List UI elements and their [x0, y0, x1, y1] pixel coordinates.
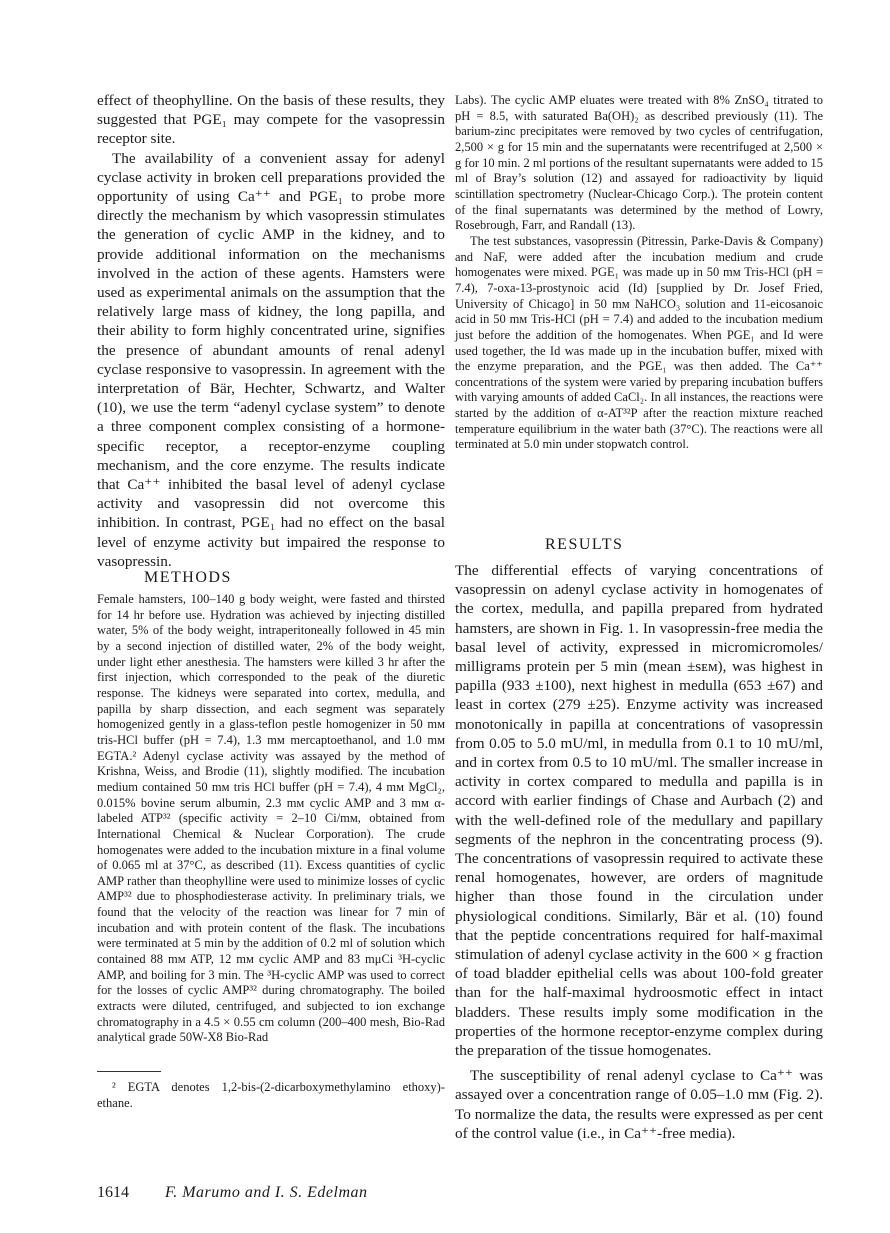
methods-continued	[455, 93, 823, 453]
footnote-divider	[97, 1071, 161, 1072]
paragraph: The susceptibility of renal adenyl cyclase to Ca⁺⁺ was assayed over a concentration range of 0.05–1.0 mᴍ (Fig. 2). To normalize the data, the results were expressed as per cent of the control value (i.e., in Ca⁺⁺-free media).	[455, 1067, 823, 1142]
footnote: ² EGTA denotes 1,2-bis-(2-dicarboxymethylamino ethoxy)-ethane.	[97, 1080, 445, 1110]
page-number: 1614	[97, 1184, 129, 1201]
results-section	[455, 561, 823, 1143]
running-authors: F. Marumo and I. S. Edelman	[165, 1184, 368, 1201]
paragraph: Female hamsters, 100–140 g body weight, were fasted and thirsted for 14 hr before use. Hydration was achieved by injecting distilled water, 5% of the body weight, intraperitoneally followed in 45 min by a second injection of distilled water, 2% of the body weight, under light ether anesthesia. The hamsters were killed 3 hr after the first injection, which corresponded to the peak of the diuretic response. The kidneys were separated into cortex, medulla, and papilla by sharp dissection, and each segment was separately homogenized gently in a glass-teflon pestle homogenizer in 50 mᴍ tris-HCl buffer (pH = 7.4), 1.3 mᴍ mercaptoethanol, and 1.0 mᴍ EGTA.² Adenyl cyclase activity was assayed by the method of Krishna, Weiss, and Brodie (11), slightly modified. The incubation medium contained 50 mᴍ tris HCl buffer (pH = 7.4), 4 mᴍ MgCl₂, 0.015% bovine serum albumin, 2.3 mᴍ cyclic AMP and 3 mᴍ α-labeled ATP³² (specific activity = 2–10 Ci/mᴍ, obtained from International Chemical & Nuclear Corporation). The crude homogenates were added to the incubation mixture in a final volume of 0.065 ml at 37°C, as described (11). Excess quantities of cyclic AMP rather than theophylline were used to minimize losses of cyclic AMP³² due to phosphodiesterase activity. In preliminary trials, we found that the velocity of the reaction was linear for 7 min of incubation and with protein content of the flask. The incubations were terminated at 5 min by the addition of 0.2 ml of solution which contained 88 mᴍ ATP, 12 mᴍ cyclic AMP and 83 mμCi ³H-cyclic AMP, and boiling for 3 min. The ³H-cyclic AMP was used to correct for the losses of cyclic AMP³² during chromatography. The boiled extracts were diluted, centrifuged, and subjected to ion exchange chromatography in a 4.5 × 0.55 cm column (200–400 mesh, Bio-Rad analytical grade 50W-X8 Bio-Rad	[97, 592, 445, 1045]
paragraph: Labs). The cyclic AMP eluates were treated with 8% ZnSO₄ titrated to pH = 8.5, with saturated Ba(OH)₂ as described previously (11). The barium-zinc precipitates were removed by two cycles of centrifugation, 2,500 × g for 15 min and the supernatants were recentrifuged at 2,500 × g for 10 min. 2 ml portions of the resultant supernatants were added to 15 ml of Bray’s solution (12) and assayed for radioactivity by liquid scintillation spectrometry (Nuclear-Chicago Corp.). The protein content of the final supernatants was determined by the method of Lowry, Rosebrough, Farr, and Randall (13).	[455, 93, 823, 233]
paragraph: The differential effects of varying concentrations of vasopressin on adenyl cyclase activity in homogenates of the cortex, medulla, and papilla prepared from hydrated hamsters, are shown in Fig. 1. In vasopressin-free media the basal level of activity, expressed in micromicromoles/ milligrams protein per 5 min (mean ±sᴇᴍ), was highest in papilla (933 ±100), next highest in medulla (653 ±67) and least in cortex (279 ±25). Enzyme activity was increased monotonically in papilla at concentrations of vasopressin from 0.05 to 5.0 mU/ml, in medulla from 0.1 to 10 mU/ml, and in cortex from 0.5 to 10 mU/ml. The smaller increase in activity in cortex compared to medulla and papilla is in accord with earlier findings of Chase and Aurbach (2) and with the well-defined role of the medullary and papillary segments of the nephron in the concentrating process (9). The concentrations of vasopressin required to activate these renal homogenates, however, are orders of magnitude higher than those found in the circulation under physiological conditions. Similarly, Bär et al. (10) found that the peptide concentrations required for half-maximal stimulation of adenyl cyclase activity in the 600 × g fraction of toad bladder epithelial cells was about 100-fold greater than for the half-maximal hydroosmotic effect in intact bladders. These results imply some modification in the properties of the hormone receptor-enzyme complex during the preparation of the tissue homogenates.	[455, 562, 823, 1060]
intro-section	[97, 91, 445, 571]
paragraph: The test substances, vasopressin (Pitressin, Parke-Davis & Company) and NaF, were added after the incubation medium and crude homogenates were mixed. PGE₁ was made up in 50 mᴍ Tris-HCl (pH = 7.4), 7-oxa-13-prostynoic acid (Id) [supplied by Dr. Josef Fried, University of Chicago] in 50 mᴍ NaHCO₃ solution and 11-eicosanoic acid in 50 mᴍ Tris-HCl (pH = 7.4) and added to the incubation medium just before the addition of the homogenates. When PGE₁ and Id were used together, the Id was made up in the incubation buffer, mixed with the enzyme preparation, and the PGE₁ was then added. The Ca⁺⁺ concentrations of the system were varied by preparing incubation buffers with varying amounts of added CaCl₂. In all instances, the reactions were started by the addition of α-AT³²P after the reaction mixture reached temperature equilibrium in the water bath (37°C). The reactions were all terminated at 5.0 min under stopwatch control.	[455, 233, 823, 452]
methods-section	[97, 592, 445, 1046]
paragraph: effect of theophylline. On the basis of these results, they suggested that PGE₁ may compete for the vasopressin receptor site.	[97, 92, 445, 148]
section-heading-results: RESULTS	[545, 536, 624, 553]
paragraph: The availability of a convenient assay for adenyl cyclase activity in broken cell preparations provided the opportunity of using Ca⁺⁺ and PGE₁ to probe more directly the mechanism by which vasopressin stimulates the generation of cyclic AMP in the kidney, and to provide additional information on the mechanisms involved in the action of these agents. Hamsters were used as experimental animals on the assumption that the relatively large mass of kidney, the long papilla, and their ability to form highly concentrated urine, signifies the presence of abundant amounts of renal adenyl cyclase responsive to vasopressin. In agreement with the interpretation of Bär, Hechter, Schwartz, and Walter (10), we use the term “adenyl cyclase system” to denote a three component complex consisting of a hormone-specific receptor, a receptor-enzyme coupling mechanism, and the core enzyme. The results indicate that Ca⁺⁺ inhibited the basal level of adenyl cyclase activity and vasopressin did not overcome this inhibition. In contrast, PGE₁ had no effect on the basal level of enzyme activity but impaired the response to vasopressin.	[97, 149, 445, 570]
results-heading-wrap	[455, 536, 823, 554]
methods-heading-wrap	[97, 569, 445, 587]
section-heading-methods: METHODS	[144, 569, 232, 586]
